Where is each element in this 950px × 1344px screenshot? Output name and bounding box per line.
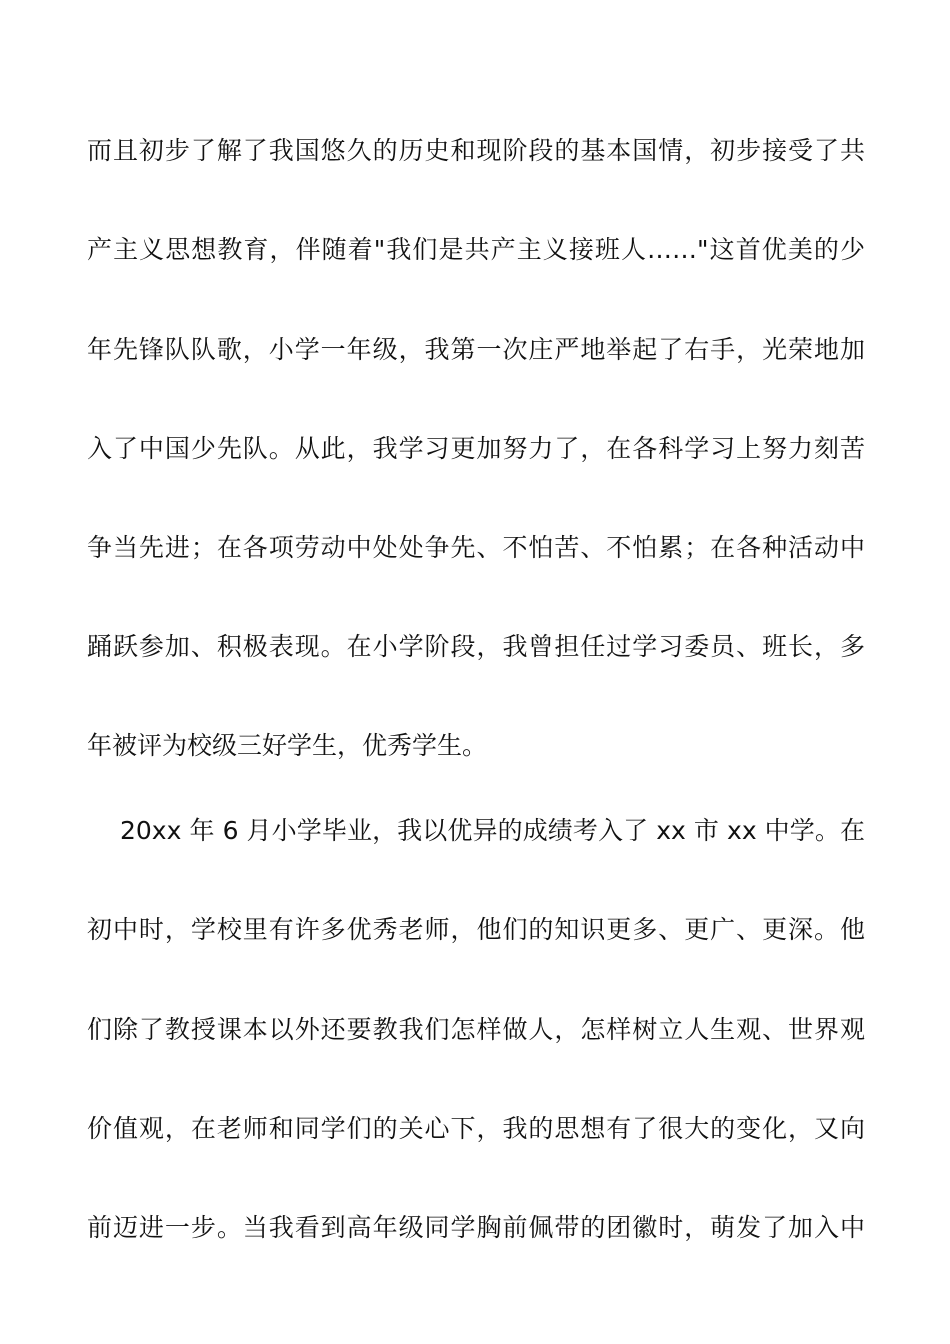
text-line: 初中时，学校里有许多优秀老师，他们的知识更多、更广、更深。他 (87, 915, 865, 944)
text-line: 年先锋队队歌，小学一年级，我第一次庄严地举起了右手，光荣地加 (87, 335, 865, 364)
text-line: 产主义思想教育，伴随着"我们是共产主义接班人……"这首优美的少 (87, 235, 865, 264)
text-line: 而且初步了解了我国悠久的历史和现阶段的基本国情，初步接受了共 (87, 136, 865, 165)
text-line: 价值观，在老师和同学们的关心下，我的思想有了很大的变化，又向 (87, 1114, 865, 1143)
text-line: 踊跃参加、积极表现。在小学阶段，我曾担任过学习委员、班长，多 (87, 632, 865, 661)
text-line: 前迈进一步。当我看到高年级同学胸前佩带的团徽时，萌发了加入中 (87, 1213, 865, 1242)
text-line: 年被评为校级三好学生，优秀学生。 (87, 731, 488, 760)
text-line: 们除了教授课本以外还要教我们怎样做人，怎样树立人生观、世界观 (87, 1015, 865, 1044)
text-line: 争当先进；在各项劳动中处处争先、不怕苦、不怕累；在各种活动中 (87, 533, 865, 562)
text-line: 入了中国少先队。从此，我学习更加努力了，在各科学习上努力刻苦 (87, 434, 865, 463)
paragraph-first-line: 20xx 年 6 月小学毕业，我以优异的成绩考入了 xx 市 xx 中学。在 (120, 816, 865, 845)
